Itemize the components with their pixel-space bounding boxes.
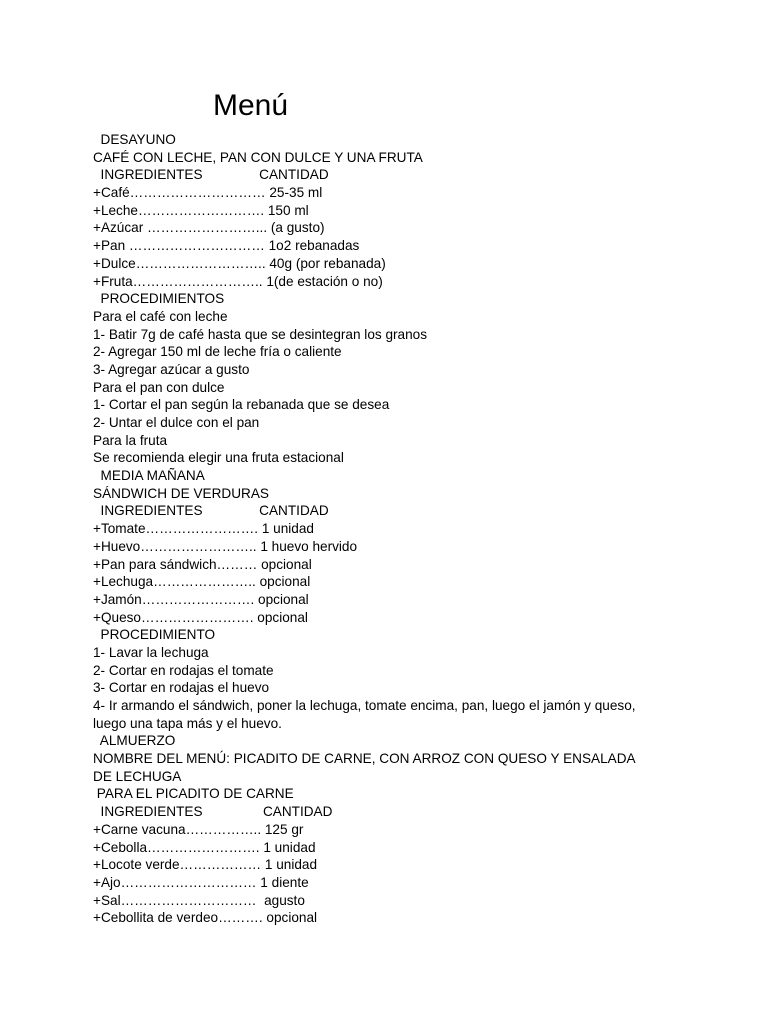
text-line: +Locote verde……………… 1 unidad: [93, 857, 318, 873]
text-line: PARA EL PICADITO DE CARNE: [93, 786, 294, 802]
text-line: INGREDIENTES CANTIDAD: [93, 503, 329, 519]
text-line: 1- Cortar el pan según la rebanada que se desea: [93, 397, 390, 413]
text-line: +Dulce……………………….. 40g (por rebanada): [93, 255, 386, 271]
text-line: 3- Cortar en rodajas el huevo: [93, 680, 270, 696]
text-line: 1- Batir 7g de café hasta que se desintegran los granos: [93, 326, 428, 342]
text-line: SÁNDWICH DE VERDURAS: [93, 485, 269, 501]
text-line: DE LECHUGA: [93, 768, 182, 784]
text-line: 2- Untar el dulce con el pan: [93, 415, 260, 430]
text-line: +Ajo………………………… 1 diente: [93, 874, 309, 890]
text-line: 3- Agregar azúcar a gusto: [93, 361, 250, 377]
text-line: 2- Agregar 150 ml de leche fría o caliente: [93, 344, 342, 360]
page-title: Menú: [213, 89, 289, 122]
text-line: +Huevo…………………….. 1 huevo hervido: [93, 538, 358, 554]
text-line: +Cebollita de verdeo………. opcional: [93, 910, 318, 926]
text-line: MEDIA MAÑANA: [93, 468, 205, 484]
text-line: +Café………………………… 25-35 ml: [93, 185, 323, 201]
text-line: +Azúcar ……………………... (a gusto): [93, 220, 325, 236]
document-body: [93, 131, 673, 927]
text-line: +Cebolla……………………. 1 unidad: [93, 839, 316, 855]
text-line: +Sal………………………… agusto: [93, 892, 305, 908]
text-line: +Pan para sándwich……… opcional: [93, 556, 312, 572]
text-line: +Fruta……………………….. 1(de estación o no): [93, 273, 383, 289]
text-line: Para la fruta: [93, 432, 168, 448]
text-line: +Jamón……………………. opcional: [93, 591, 309, 607]
text-line: +Tomate……………………. 1 unidad: [93, 521, 314, 537]
text-line: +Queso……………………. opcional: [93, 609, 308, 625]
text-line: 2- Cortar en rodajas el tomate: [93, 662, 274, 678]
text-line: +Leche………………………. 150 ml: [93, 202, 309, 218]
text-line: PROCEDIMIENTOS: [93, 291, 225, 307]
text-line: Para el pan con dulce: [93, 379, 225, 395]
text-line: NOMBRE DEL MENÚ: PICADITO DE CARNE, CON ARROZ CON QUESO Y ENSALADA: [93, 751, 636, 767]
text-line: 4- Ir armando el sándwich, poner la lechuga, tomate encima, pan, luego el jamón y queso,: [93, 698, 636, 713]
text-line: Para el café con leche: [93, 308, 228, 324]
text-line: DESAYUNO: [93, 132, 176, 147]
text-line: luego una tapa más y el huevo.: [93, 715, 282, 731]
text-line: INGREDIENTES CANTIDAD: [93, 804, 333, 820]
text-line: CAFÉ CON LECHE, PAN CON DULCE Y UNA FRUTA: [93, 149, 423, 165]
text-line: Se recomienda elegir una fruta estacional: [93, 450, 344, 466]
text-line: +Lechuga………………….. opcional: [93, 574, 311, 590]
text-line: ALMUERZO: [93, 733, 176, 749]
text-line: PROCEDIMIENTO: [93, 627, 216, 643]
text-line: INGREDIENTES CANTIDAD: [93, 167, 329, 183]
text-line: +Pan ………………………… 1o2 rebanadas: [93, 238, 360, 254]
text-line: 1- Lavar la lechuga: [93, 644, 209, 660]
text-line: +Carne vacuna…………….. 125 gr: [93, 821, 304, 837]
